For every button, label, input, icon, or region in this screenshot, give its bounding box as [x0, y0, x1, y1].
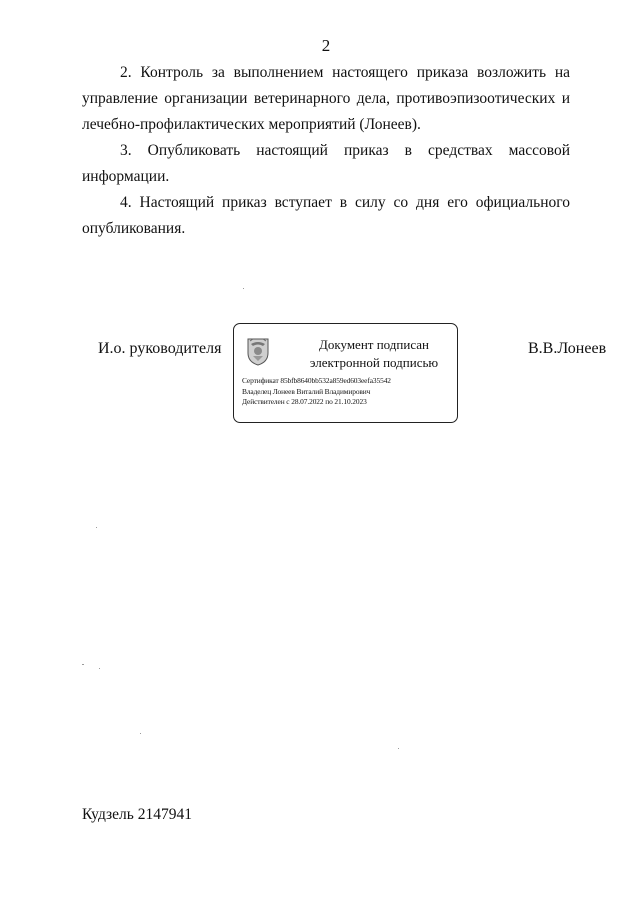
stamp-heading-line-1: Документ подписан	[319, 337, 429, 352]
stamp-owner: Владелец Лонеев Виталий Владимирович	[242, 386, 371, 396]
stamp-certificate: Сертификат 85bfb8640bb532a859ed603eefa35542	[242, 376, 391, 385]
coat-of-arms-icon	[245, 336, 271, 366]
scan-speck	[243, 288, 244, 289]
paragraph-item-3-line-2: информации.	[82, 168, 170, 185]
paragraph-item-2-line-1: 2. Контроль за выполнением настоящего приказа возложить на	[120, 64, 570, 81]
scan-speck	[140, 733, 141, 734]
paragraph-item-2-line-2: управление организации ветеринарного дела, противоэпизоотических и	[82, 90, 570, 107]
stamp-validity: Действителен с 28.07.2022 по 21.10.2023	[242, 397, 367, 406]
page-number: 2	[321, 36, 331, 55]
scan-speck	[96, 527, 97, 528]
electronic-signature-stamp	[233, 323, 458, 423]
paragraph-item-4-line-2: опубликования.	[82, 220, 186, 237]
paragraph-item-4-line-1: 4. Настоящий приказ вступает в силу со дня его официального	[120, 194, 570, 211]
stamp-heading	[294, 336, 454, 372]
stamp-heading-line-2: электронной подписью	[309, 355, 439, 370]
executor-note: Кудзель 2147941	[82, 806, 192, 823]
scan-speck	[398, 748, 399, 749]
paragraph-item-3-line-1: 3. Опубликовать настоящий приказ в средствах массовой	[120, 142, 570, 159]
stamp-details	[242, 376, 391, 408]
scan-speck	[99, 668, 100, 669]
signer-name: В.В.Лонеев	[528, 340, 607, 357]
signer-position: И.о. руководителя	[98, 340, 222, 357]
paragraph-item-2-line-3: лечебно-профилактических мероприятий (Лонеев).	[82, 116, 421, 133]
scan-speck	[82, 664, 84, 665]
